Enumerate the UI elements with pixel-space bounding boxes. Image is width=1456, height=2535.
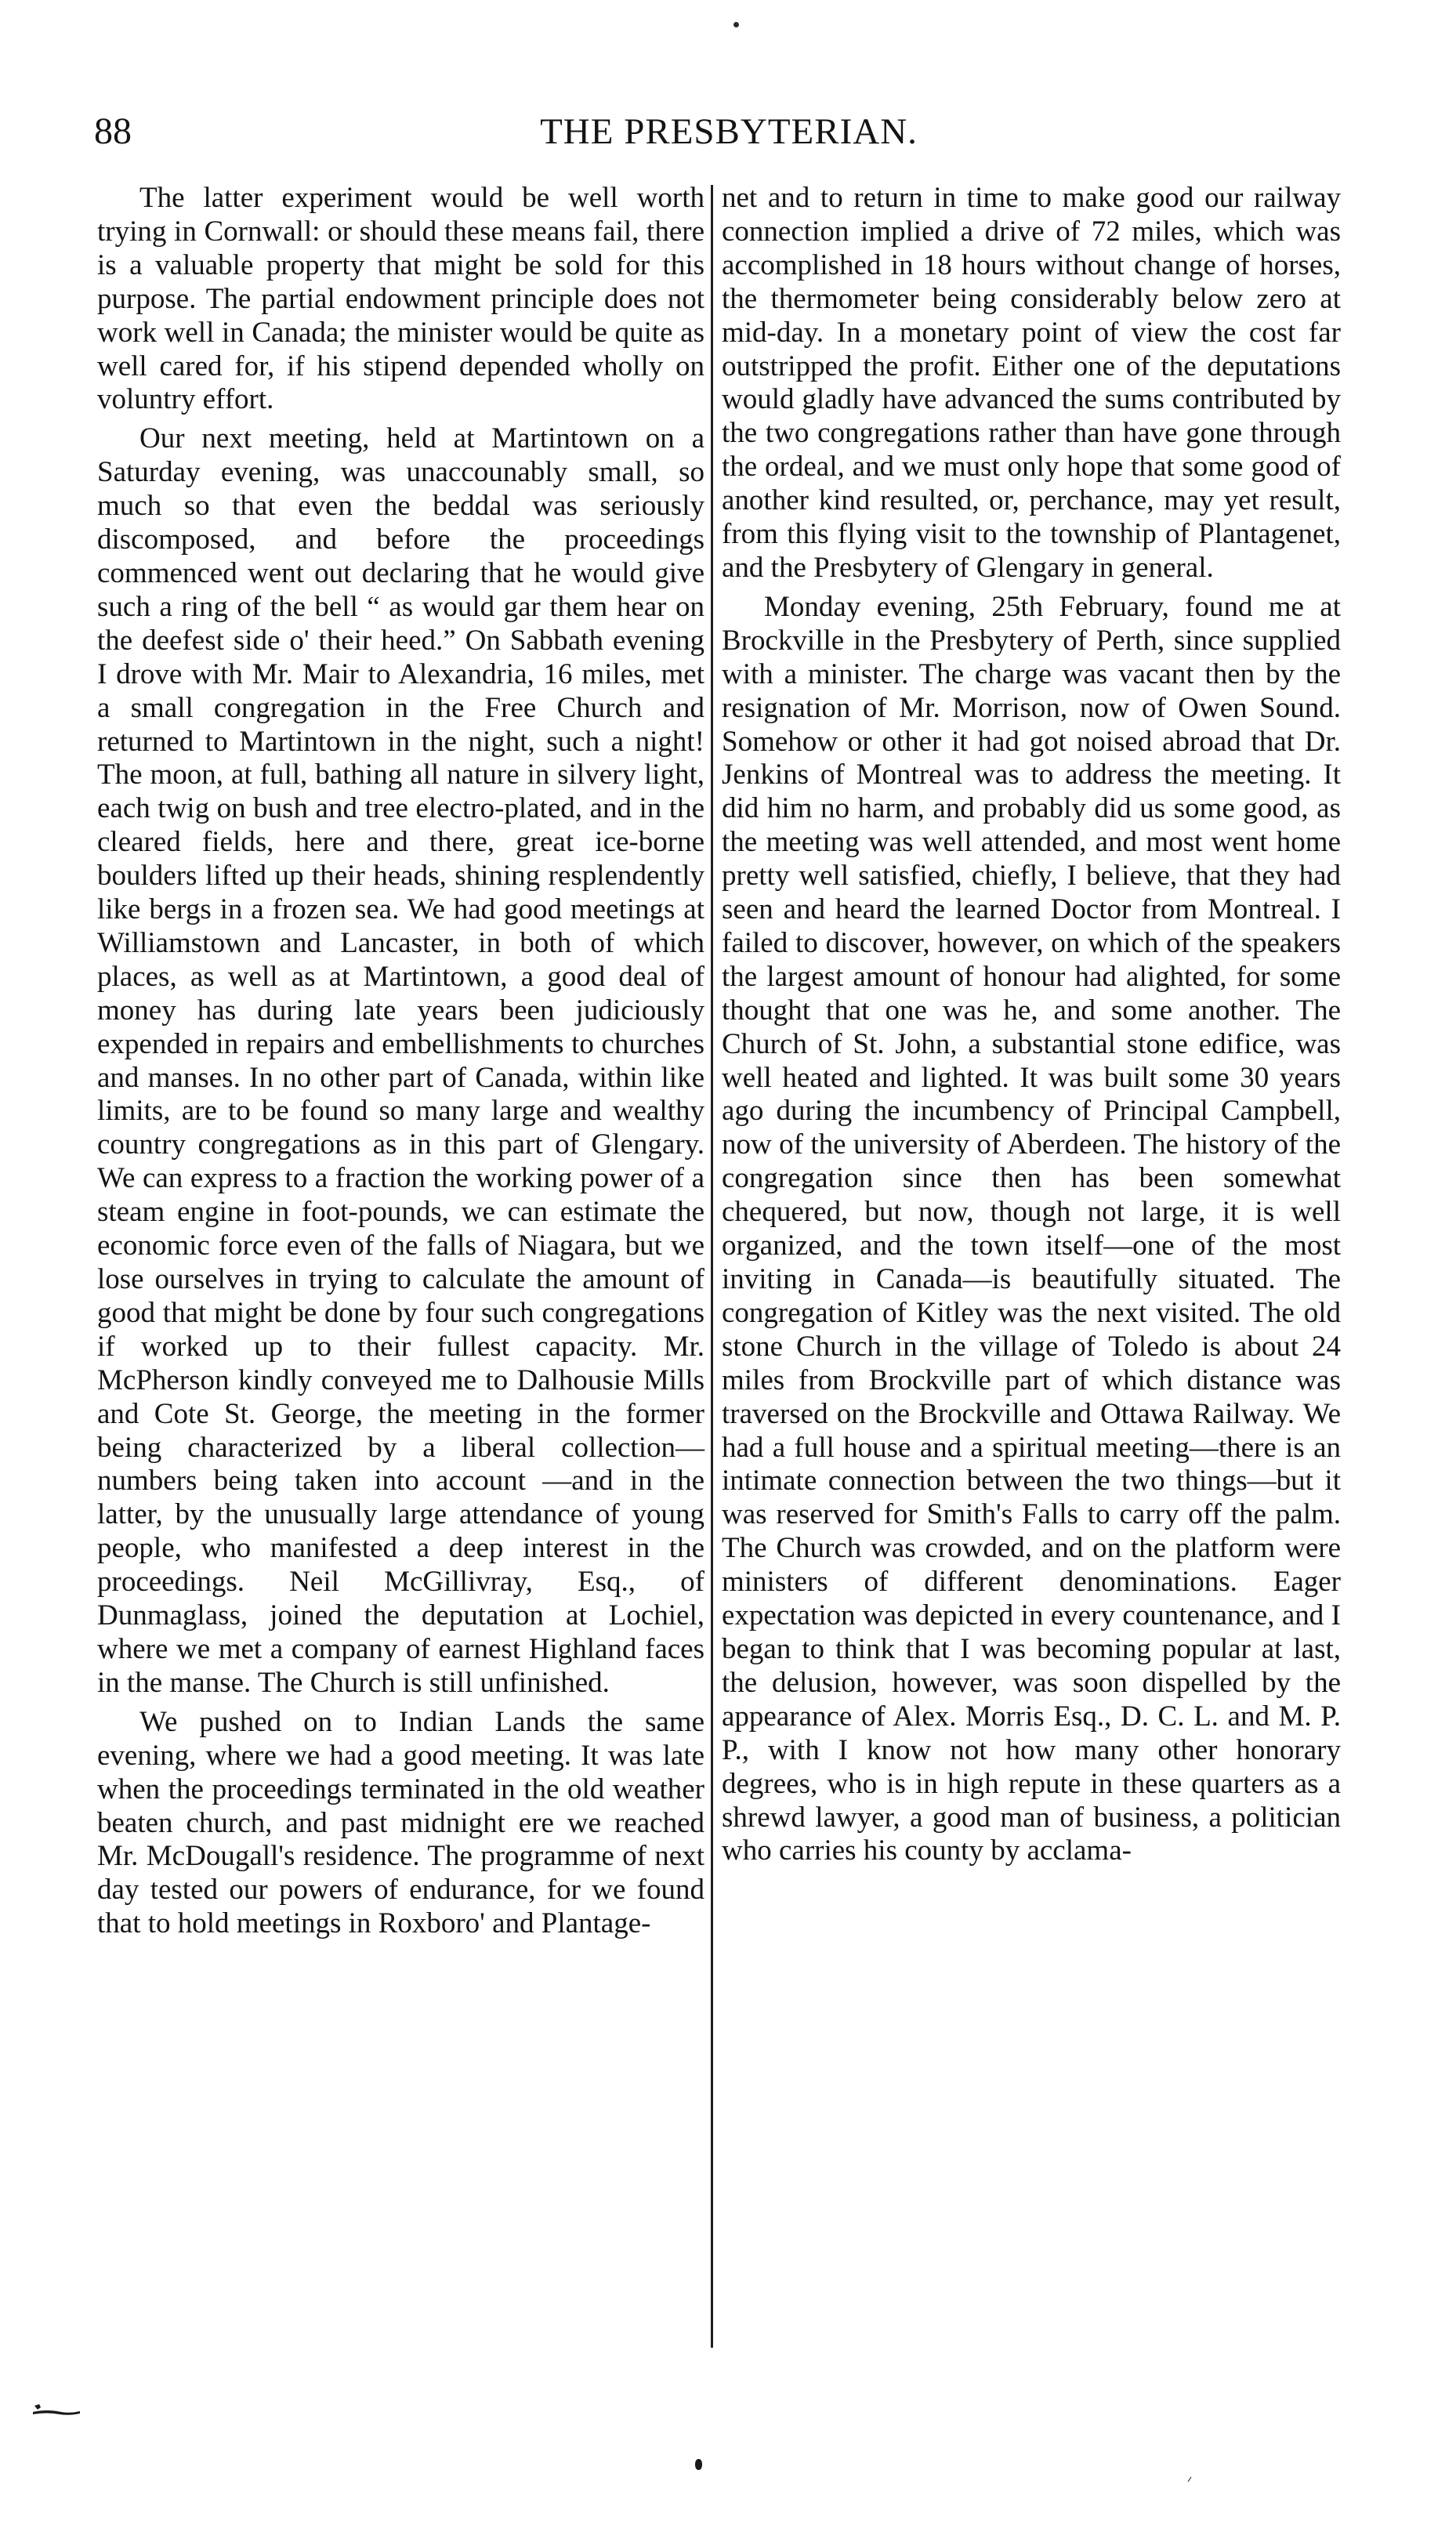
paragraph: Monday evening, 25th February, found me at Brockville in the Presbytery of Perth, since supplied with a minister. The charge was vacant then by the resignation of Mr. Morrison, now of Owen Sound. Somehow or other it had got noised abroad that Dr. Jenkins of Montreal was to address the meeting. It did him no harm, and probably did us some good, as the meeting was well attended, and most went home pretty well satisfied, chiefly, I believe, that they had seen and heard the learned Doctor from Montreal. I failed to discover, however, on which of the speakers the largest amount of honour had alighted, for some thought that one was he, and some another. The Church of St. John, a substantial stone edifice, was well heated and lighted. It was built some 30 years ago during the incumbency of Principal Campbell, now of the university of Aberdeen. The history of the congregation since then has been somewhat chequered, but now, though not large, it is well organized, and the town itself—one of the most inviting in Canada—is beautifully situated. The congregation of Kitley was the next visited. The old stone Church in the village of Toledo is about 24 miles from Brockville part of which distance was traversed on the Brockville and Ottawa Railway. We had a full house and a spiritual meeting—there is an intimate connection between the two things—but it was reserved for Smith's Falls to carry off the palm. The Church was crowded, and on the platform were ministers of different denominations. Eager expectation was depicted in every countenance, and I began to think that I was becoming popular at last, the delusion, however, was soon dispelled by the appearance of Alex. Morris Esq., D. C. L. and M. P. P., with I know not how many other honorary degrees, who is in high repute in these quarters as a shrewd lawyer, a good man of business, a politician who carries his county by acclama- bbox=[722, 590, 1341, 1867]
page-header bbox=[94, 108, 1364, 163]
ink-mark-bottom-left bbox=[31, 2403, 81, 2417]
right-column bbox=[722, 182, 1341, 1874]
running-title: THE PRESBYTERIAN. bbox=[540, 111, 918, 152]
ink-speck-top bbox=[733, 22, 739, 27]
paragraph: Our next meeting, held at Martintown on a Saturday evening, was unaccounably small, so much so that even the beddal was seriously discomposed, and before the proceedings commenced went out declaring that he would give such a ring of the bell “ as would gar them hear on the deefest side o' their heed.” On Sabbath evening I drove with Mr. Mair to Alexandria, 16 miles, met a small congregation in the Free Church and returned to Martintown in the night, such a night! The moon, at full, bathing all nature in silvery light, each twig on bush and tree electro-plated, and in the cleared fields, here and there, great ice-borne boulders lifted up their heads, shining resplendently like bergs in a frozen sea. We had good meetings at Williamstown and Lancaster, in both of which places, as well as at Martintown, a good deal of money has during late years been judiciously expended in repairs and embellishments to churches and manses. In no other part of Canada, within like limits, are to be found so many large and wealthy country congregations as in this part of Glengary. We can express to a fraction the working power of a steam engine in foot-pounds, we can estimate the economic force even of the falls of Niagara, but we lose ourselves in trying to calculate the amount of good that might be done by four such congregations if worked up to their fullest capacity. Mr. McPherson kindly conveyed me to Dalhousie Mills and Cote St. George, the meeting in the former being characterized by a liberal collection—numbers being taken into account —and in the latter, by the unusually large attendance of young people, who manifested a deep interest in the proceedings. Neil McGillivray, Esq., of Dunmaglass, joined the deputation at Lochiel, where we met a company of earnest Highland faces in the manse. The Church is still unfinished. bbox=[97, 422, 704, 1699]
page-number: 88 bbox=[94, 110, 132, 152]
ink-speck-bottom-right bbox=[1186, 2476, 1193, 2482]
left-column bbox=[97, 182, 704, 1947]
paragraph: net and to return in time to make good our railway connection implied a drive of 72 miles, which was accomplished in 18 hours without change of horses, the thermometer being considerably below zero at mid-day. In a monetary point of view the cost far outstripped the profit. Either one of the deputations would gladly have advanced the sums contributed by the two congregations rather than have gone through the ordeal, and we must only hope that some good of another kind resulted, or, perchance, may yet result, from this flying visit to the township of Plantagenet, and the Presbytery of Glengary in general. bbox=[722, 182, 1341, 584]
column-divider bbox=[711, 185, 713, 2348]
paragraph: We pushed on to Indian Lands the same evening, where we had a good meeting. It was late when the proceedings terminated in the old weather beaten church, and past midnight ere we reached Mr. McDougall's residence. The programme of next day tested our powers of endurance, for we found that to hold meetings in Roxboro' and Plantage- bbox=[97, 1705, 704, 1940]
ink-speck-bottom bbox=[695, 2459, 702, 2470]
paragraph: The latter experiment would be well worth trying in Cornwall: or should these means fail, there is a valuable property that might be sold for this purpose. The partial endowment principle does not work well in Canada; the minister would be quite as well cared for, if his stipend depended wholly on voluntry effort. bbox=[97, 182, 704, 416]
